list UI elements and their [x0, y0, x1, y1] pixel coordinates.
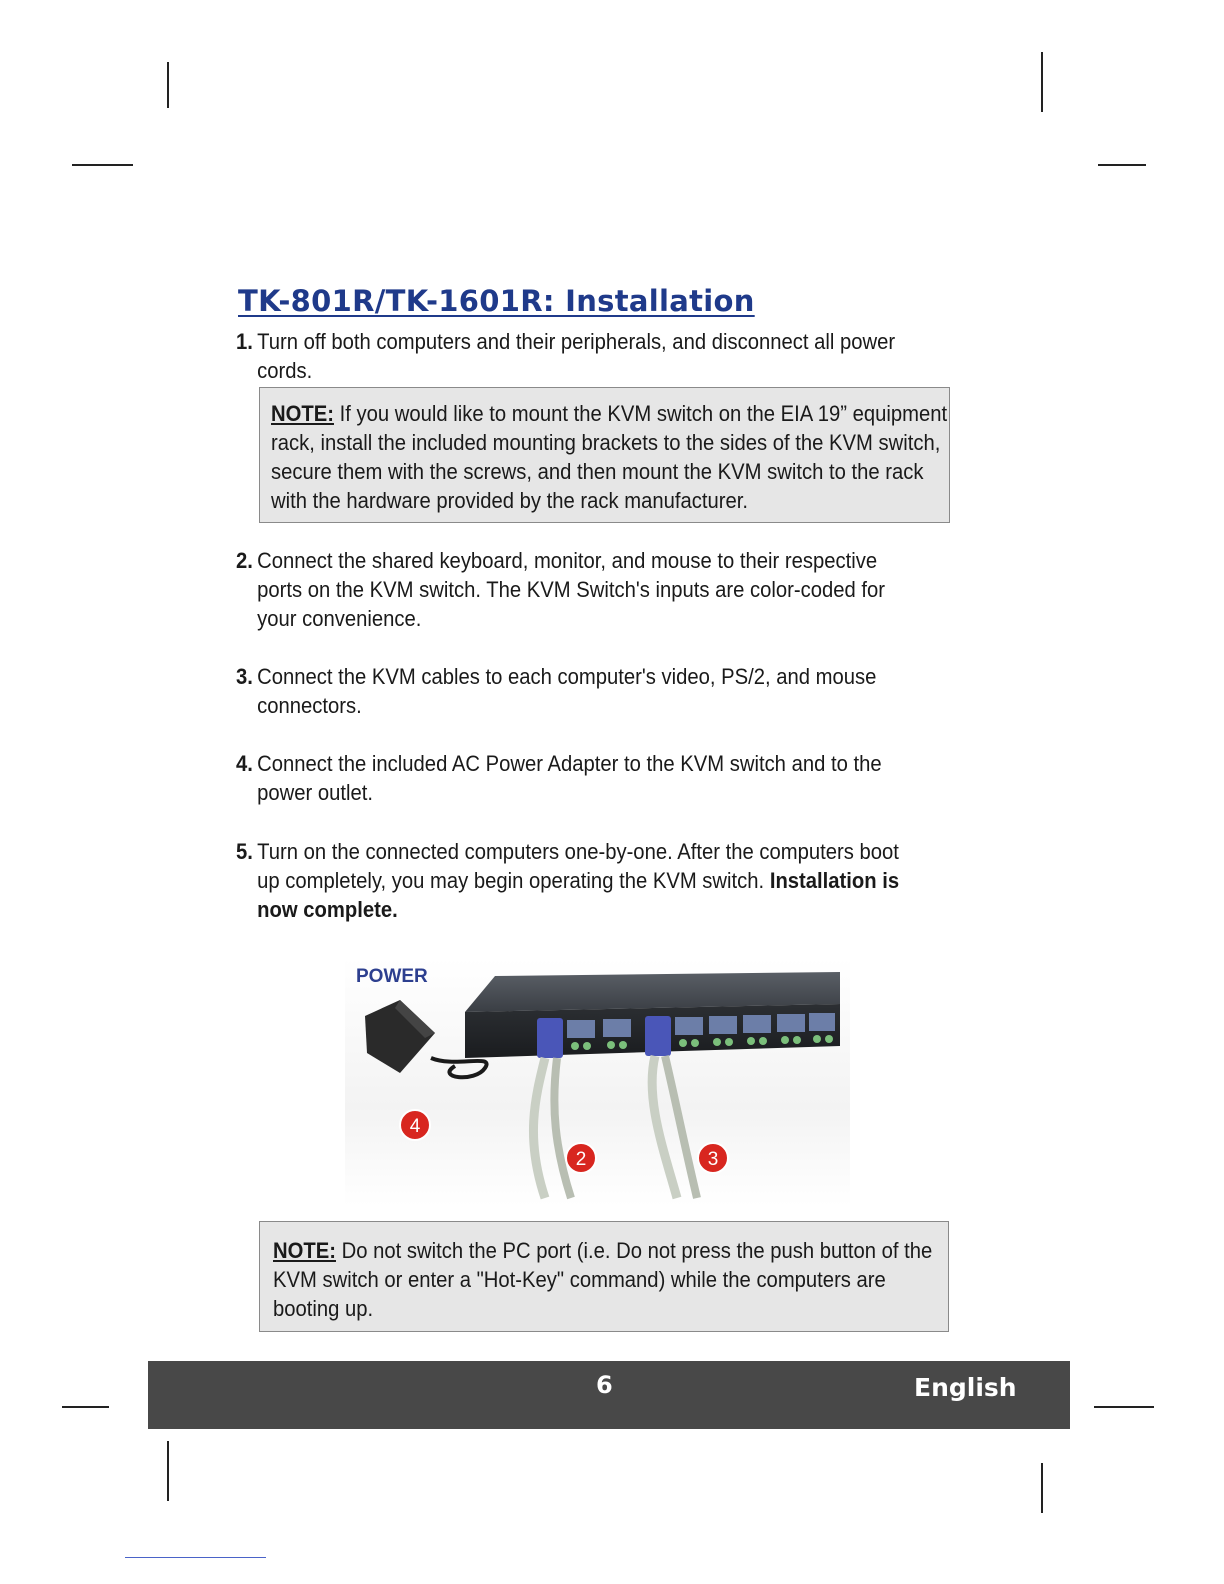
callout-3: [698, 1143, 728, 1173]
note-box-hotkey: [259, 1221, 949, 1332]
power-label: POWER: [356, 966, 428, 987]
step-4: [236, 749, 921, 807]
callout-number: 4: [409, 1116, 421, 1137]
note-label: NOTE:: [271, 401, 334, 426]
kvm-installation-figure: [345, 958, 850, 1206]
step-2: [236, 546, 921, 633]
callout-2: [566, 1143, 596, 1173]
step-5: [236, 837, 921, 924]
step-text: Connect the shared keyboard, monitor, and mouse to their respective ports on the KVM switch. The KVM Switch's inputs are color-coded for your convenience.: [257, 548, 885, 631]
page-title: TK-801R/TK-1601R: Installation: [238, 284, 755, 318]
crop-mark: [167, 1441, 169, 1501]
crop-mark: [72, 164, 133, 166]
note-box-rack: [259, 387, 950, 523]
page-number: 6: [596, 1371, 613, 1399]
step-number: 3.: [236, 664, 253, 689]
divider: [125, 1557, 266, 1558]
step-3: [236, 662, 921, 720]
note-text: If you would like to mount the KVM switch on the EIA 19” equipment rack, install the included mounting brackets to the sides of the KVM switch, secure them with the screws, and then mount the KVM switch to the rack with the hardware provided by the rack manufacturer.: [271, 401, 948, 513]
step-text: Connect the included AC Power Adapter to the KVM switch and to the power outlet.: [257, 751, 882, 805]
step-text: Turn on the connected computers one-by-one. After the computers boot up completely, you may begin operating the KVM switch.: [257, 839, 899, 893]
callout-4: [400, 1110, 430, 1140]
step-number: 1.: [236, 329, 253, 354]
step-text-bold: Installation is now complete.: [257, 868, 900, 922]
callout-number: 2: [575, 1149, 587, 1170]
language-label: English: [914, 1373, 1017, 1402]
note-text: Do not switch the PC port (i.e. Do not press the push button of the KVM switch or enter a "Hot-Key" command) while the computers are booting up.: [273, 1238, 933, 1321]
note-label: NOTE:: [273, 1238, 336, 1263]
crop-mark: [1098, 164, 1146, 166]
crop-mark: [1041, 1463, 1043, 1513]
crop-mark: [167, 62, 169, 108]
step-text: Turn off both computers and their peripherals, and disconnect all power cords.: [257, 329, 896, 383]
kvm-switch-illustration: [345, 958, 850, 1206]
page-footer: [148, 1361, 1070, 1429]
crop-mark: [1094, 1406, 1154, 1408]
step-text: Connect the KVM cables to each computer's video, PS/2, and mouse connectors.: [257, 664, 877, 718]
step-number: 5.: [236, 839, 253, 864]
crop-mark: [62, 1406, 109, 1408]
step-1: [236, 327, 921, 385]
crop-mark: [1041, 52, 1043, 112]
callout-number: 3: [707, 1149, 719, 1170]
step-number: 4.: [236, 751, 253, 776]
step-number: 2.: [236, 548, 253, 573]
